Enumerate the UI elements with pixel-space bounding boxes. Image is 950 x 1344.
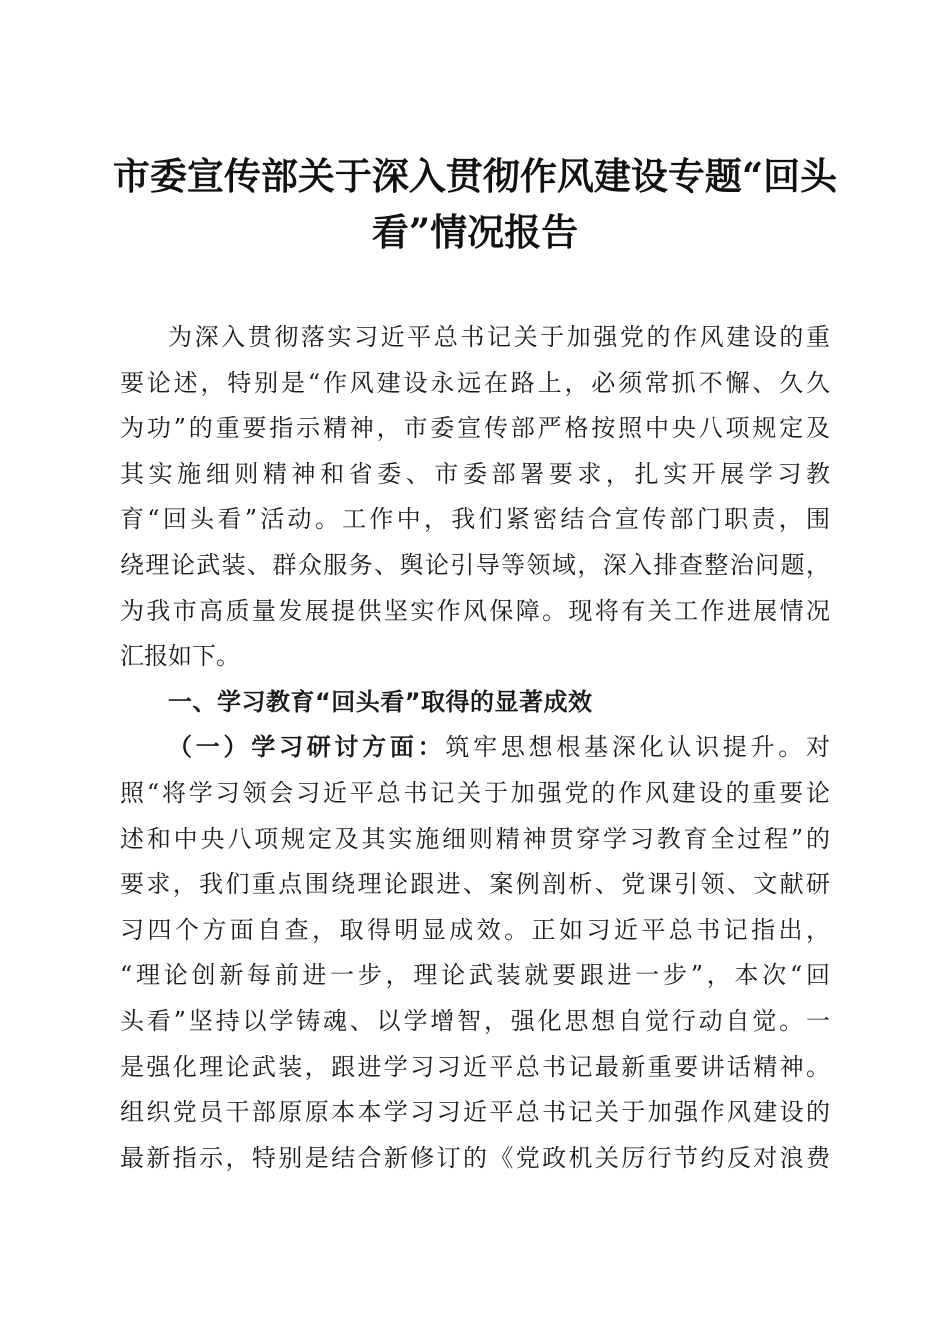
intro-line-1: 为深入贯彻落实习近平总书记关于加强党的作风建设的重 [168,323,830,351]
subsection-line-5: “理论创新每前进一步，理论武装就要跟进一步”，本次“回 [120,961,830,990]
subsection-first-rest: 筑牢思想根基深化认识提升。对 [445,733,830,762]
intro-line-3: 为功”的重要指示精神，市委宣传部严格按照中央八项规定及 [120,414,830,443]
title-line-1: 市委宣传部关于深入贯彻作风建设专题“回头 [112,154,838,198]
subsection-label: （一）学习研讨方面： [168,733,446,762]
subsection-first-line [120,725,830,771]
subsection-line-7: 是强化理论武装，跟进学习习近平总书记最新重要讲话精神。 [120,1052,830,1081]
subsection-line-8: 组织党员干部原原本本学习习近平总书记关于加强作风建设的 [120,1098,830,1127]
subsection-line-9: 最新指示，特别是结合新修订的《党政机关厉行节约反对浪费 [120,1143,830,1172]
section-heading: 一、学习教育“回头看”取得的显著成效 [168,687,593,716]
subsection-line-1: 照“将学习领会习近平总书记关于加强党的作风建设的重要论 [120,778,830,807]
document-title [100,148,850,260]
subsection-line-6: 头看”坚持以学铸魂、以学增智，强化思想自觉行动自觉。一 [120,1006,830,1035]
intro-line-4: 其实施细则精神和省委、市委部署要求，扎实开展学习教 [120,459,830,488]
document-body [120,315,830,1181]
intro-line-7: 为我市高质量发展提供坚实作风保障。现将有关工作进展情况 [120,596,830,625]
subsection-line-3: 要求，我们重点围绕理论跟进、案例剖析、党课引领、文献研 [120,870,830,899]
title-line-2: 看”情况报告 [371,210,579,254]
intro-line-8: 汇报如下。 [120,642,240,671]
intro-line-5: 育“回头看”活动。工作中，我们紧密结合宣传部门职责，围 [120,505,830,534]
intro-line-6: 绕理论武装、群众服务、舆论引导等领域，深入排查整治问题， [120,550,830,579]
subsection-line-4: 习四个方面自查，取得明显成效。正如习近平总书记指出， [120,915,830,944]
subsection-line-2: 述和中央八项规定及其实施细则精神贯穿学习教育全过程”的 [120,824,830,853]
intro-line-2: 要论述，特别是“作风建设永远在路上，必须常抓不懈、久久 [120,368,830,397]
